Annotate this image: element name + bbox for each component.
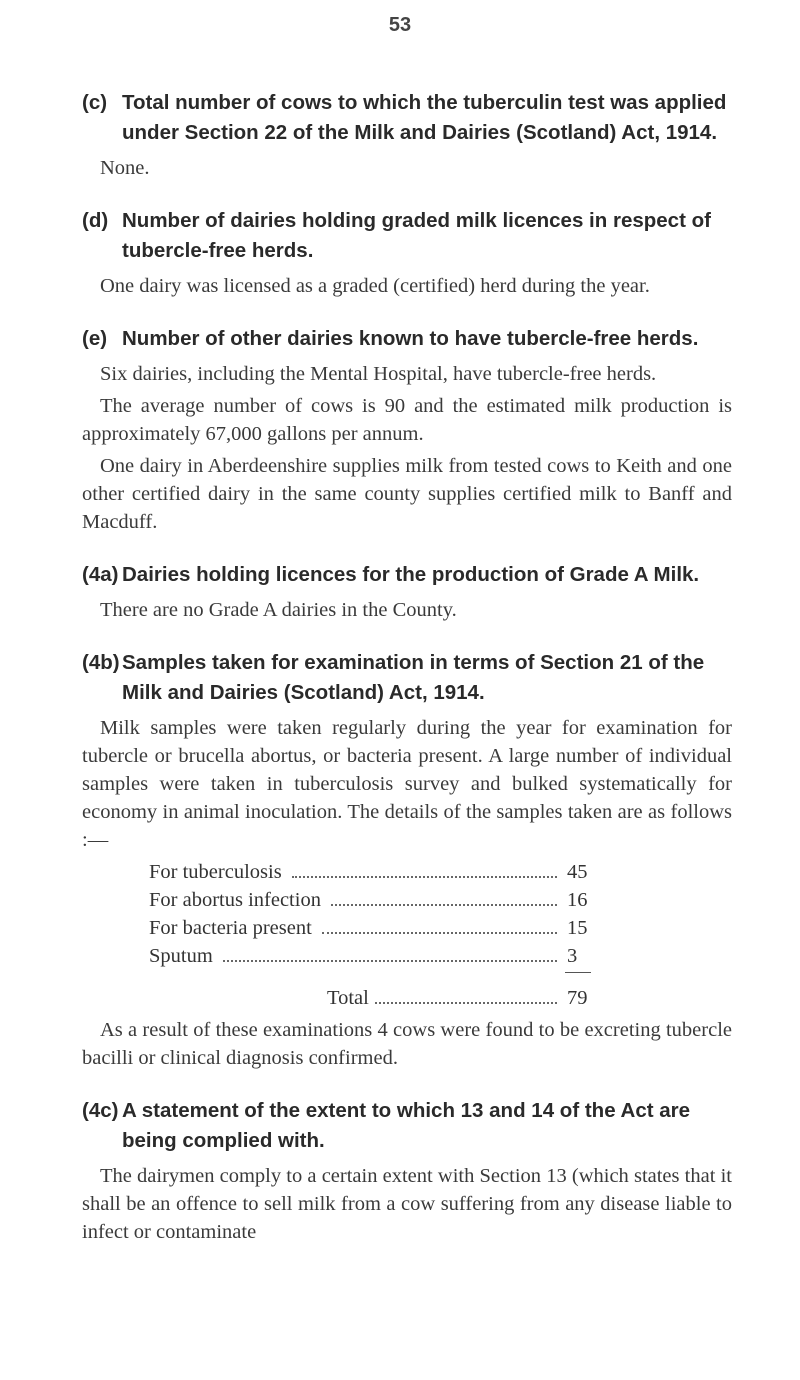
table-total-label: Total	[327, 987, 369, 1009]
section-4b-heading	[82, 648, 732, 708]
table-total-value: 79	[567, 987, 588, 1009]
table-row	[149, 858, 599, 886]
section-e-label: (e)	[82, 327, 108, 350]
section-d	[82, 206, 732, 300]
section-c-paragraph: None.	[100, 157, 150, 179]
section-c	[82, 88, 732, 182]
section-e-paragraph-3: One dairy in Aberdeenshire supplies milk from tested cows to Keith and one other certified dairy in the same county supplies certified milk to Banff and Macduff.	[82, 455, 732, 533]
section-4a-paragraph: There are no Grade A dairies in the County.	[100, 599, 457, 621]
section-e-paragraph-1: Six dairies, including the Mental Hospital, have tubercle-free herds.	[100, 363, 657, 385]
dot-leader	[292, 875, 557, 878]
section-e-paragraph-2: The average number of cows is 90 and the estimated milk production is approximately 67,000 gallons per annum.	[82, 395, 732, 445]
table-row-label: For abortus infection	[149, 889, 321, 911]
dot-leader	[375, 1001, 557, 1004]
section-4c-label: (4c)	[82, 1099, 119, 1122]
section-4b-label: (4b)	[82, 651, 120, 674]
dot-leader	[331, 903, 557, 906]
section-4a-label: (4a)	[82, 563, 119, 586]
section-d-heading	[82, 206, 732, 266]
dot-leader	[322, 931, 557, 934]
table-row-value: 15	[567, 917, 588, 939]
table-total-row	[149, 984, 599, 1012]
table-row-label: For tuberculosis	[149, 861, 282, 883]
section-4b-paragraph: Milk samples were taken regularly during the year for examination for tubercle or brucella abortus, or bacteria present. A large number of individual samples were taken in tuberculosis survey and bulked systematically for economy in animal inoculation. The details of the samples taken are as follows :—	[82, 717, 732, 851]
table-row-value: 3	[567, 945, 578, 967]
section-e-heading	[82, 324, 732, 354]
section-4a-heading	[82, 560, 732, 590]
table-row	[149, 914, 599, 942]
section-4a	[82, 560, 732, 624]
table-row-value: 45	[567, 861, 588, 883]
section-4b-title: Samples taken for examination in terms of Section 21 of the Milk and Dairies (Scotland) Act, 1914.	[122, 651, 705, 704]
section-4c-paragraph: The dairymen comply to a certain extent with Section 13 (which states that it shall be an offence to sell milk from a cow suffering from any disease liable to infect or contaminate	[82, 1165, 732, 1243]
table-row-label: For bacteria present	[149, 917, 312, 939]
table-row	[149, 942, 599, 970]
section-c-title: Total number of cows to which the tuberculin test was applied under Section 22 of the Milk and Dairies (Scotland) Act, 1914.	[122, 91, 727, 144]
total-rule	[149, 972, 599, 974]
page-number: 53	[388, 14, 412, 36]
section-4c-title: A statement of the extent to which 13 and 14 of the Act are being complied with.	[122, 1099, 691, 1152]
section-4c-heading	[82, 1096, 732, 1156]
samples-table	[149, 858, 599, 974]
section-e	[82, 324, 732, 536]
section-4b-result-paragraph: As a result of these examinations 4 cows were found to be excreting tubercle bacilli or clinical diagnosis confirmed.	[82, 1019, 732, 1069]
section-d-label: (d)	[82, 209, 109, 232]
table-row	[149, 886, 599, 914]
section-4a-title: Dairies holding licences for the production of Grade A Milk.	[122, 563, 700, 586]
section-c-heading	[82, 88, 732, 148]
document-body	[82, 88, 732, 1270]
table-row-label: Sputum	[149, 945, 213, 967]
section-d-paragraph: One dairy was licensed as a graded (certified) herd during the year.	[100, 275, 650, 297]
table-row-value: 16	[567, 889, 588, 911]
dot-leader	[223, 959, 557, 962]
section-c-label: (c)	[82, 91, 108, 114]
section-4c	[82, 1096, 732, 1246]
section-4b	[82, 648, 732, 1072]
section-e-title: Number of other dairies known to have tubercle-free herds.	[122, 327, 699, 350]
section-d-title: Number of dairies holding graded milk licences in respect of tubercle-free herds.	[122, 209, 711, 262]
